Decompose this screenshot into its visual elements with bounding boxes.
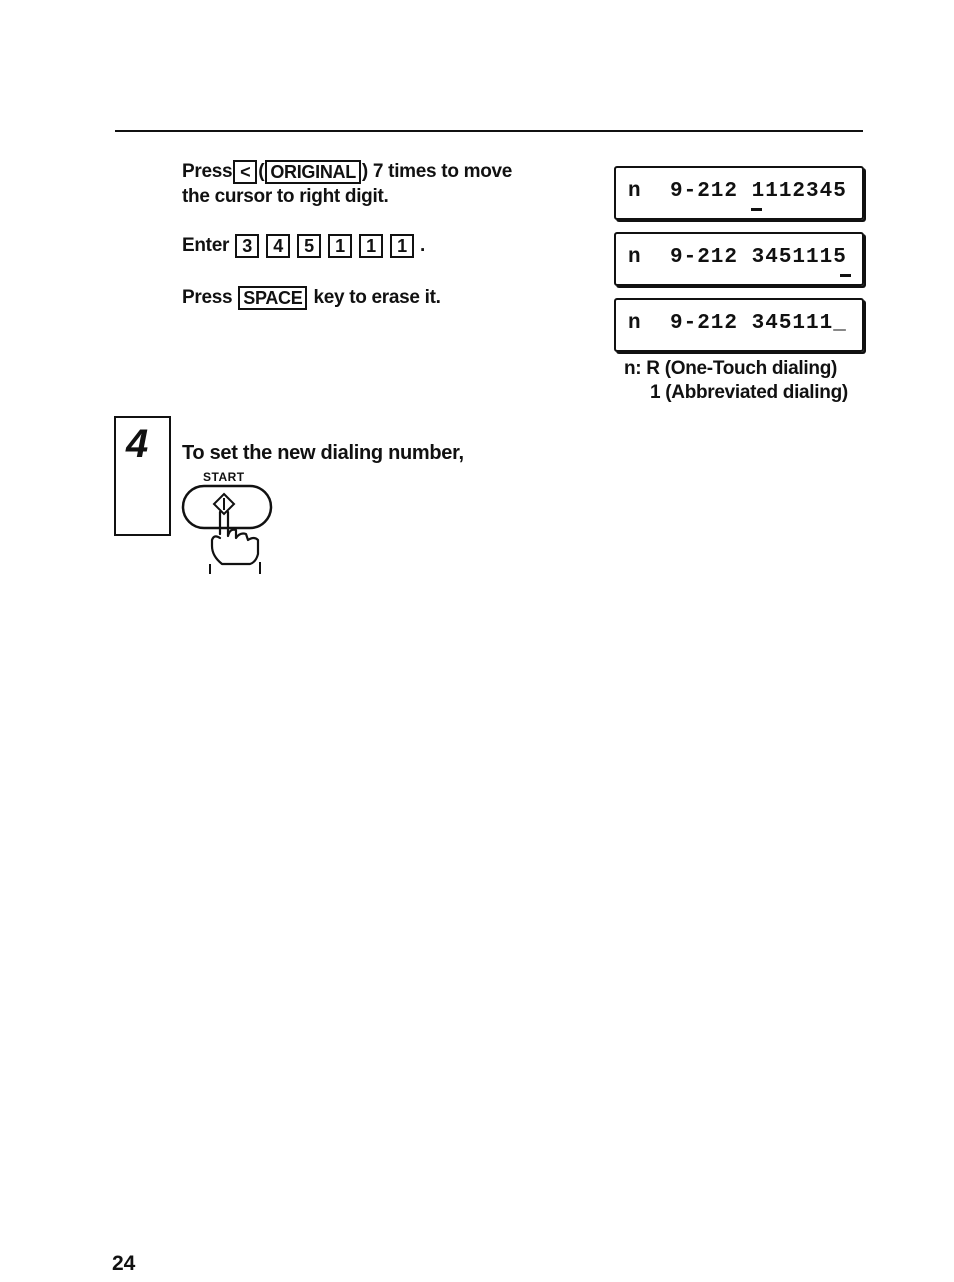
start-button-press-icon	[176, 482, 286, 582]
space-key: SPACE	[238, 286, 307, 310]
instruction-rest: ) 7 times to move	[361, 161, 513, 183]
paren-open: (	[258, 161, 265, 183]
lcd-display-1	[614, 166, 864, 220]
cursor-mark	[840, 274, 851, 277]
instruction-line-1	[182, 160, 512, 184]
lcd-number: 9-212 3451115	[670, 246, 847, 269]
lcd-display-2	[614, 232, 864, 286]
lcd-prefix: n	[628, 246, 641, 269]
space-rest: key to erase it.	[313, 287, 441, 309]
lcd-number: 9-212 345111_	[670, 312, 847, 335]
enter-label: Enter	[182, 235, 230, 257]
lcd-prefix: n	[628, 312, 641, 335]
press-text: Press	[182, 161, 233, 183]
press-text: Press	[182, 287, 233, 309]
instruction-line-2: the cursor to right digit.	[182, 186, 389, 207]
space-line	[182, 286, 441, 310]
top-rule	[115, 130, 863, 132]
key-5: 5	[297, 234, 321, 258]
lcd-display-3	[614, 298, 864, 352]
step-number: 4	[126, 422, 149, 466]
note-line-2: 1 (Abbreviated dialing)	[650, 382, 848, 403]
page-number: 24	[112, 1252, 136, 1275]
step-box	[114, 416, 171, 536]
lcd-prefix: n	[628, 180, 641, 203]
lcd-number: 9-212 1112345	[670, 180, 847, 203]
enter-period: .	[419, 235, 425, 257]
start-label: START	[203, 470, 245, 484]
enter-line	[182, 234, 425, 258]
left-arrow-key: <	[233, 160, 257, 184]
key-1: 1	[328, 234, 352, 258]
cursor-mark	[751, 208, 762, 211]
key-3: 3	[235, 234, 259, 258]
key-1: 1	[390, 234, 414, 258]
original-key: ORIGINAL	[265, 160, 361, 184]
step4-text: To set the new dialing number,	[182, 442, 464, 464]
note-line-1: n: R (One-Touch dialing)	[624, 358, 838, 379]
key-4: 4	[266, 234, 290, 258]
key-1: 1	[359, 234, 383, 258]
